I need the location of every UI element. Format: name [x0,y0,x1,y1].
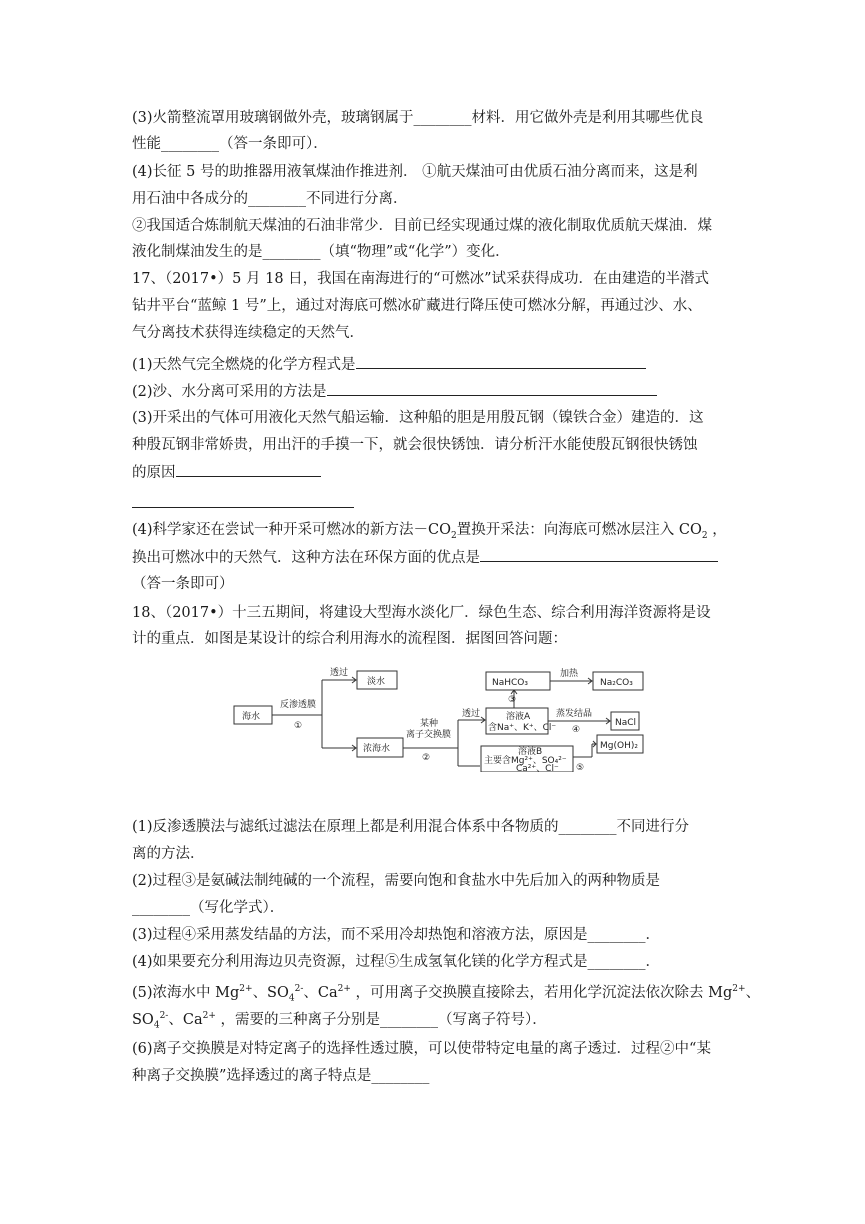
q17-header-line1: 17、（2017•）5 月 18 日，我国在南海进行的“可燃冰”试采获得成功．在由建造的半潜式 [132,271,709,287]
answer-blank[interactable]: ________ [248,191,306,207]
label-heat: 加热 [560,669,579,679]
q18-part5-line1: (5)浓海水中 $Mg^{2+}$、$SO_4^{2-}$、$Ca^{2+}$ ，可用离子交换膜直接除去，若用化学沉淀法依次除去 $Mg^{2+}$、 [132,984,761,1004]
q16-part3-line2: 性能________（答一条即可）． [132,136,328,152]
label-solution-a: 溶液A [506,712,531,722]
q16-part4-line2: 用石油中各成分的________不同进行分离． [132,191,408,207]
answer-line[interactable] [176,462,321,477]
q17-part4-line2: 换出可燃冰中的天然气．这种方法在环保方面的优点是 [132,547,742,568]
answer-blank[interactable]: ________ [587,927,646,943]
q18-part6-line1: (6)离子交换膜是对特定离子的选择性透过膜，可以使带特定电量的离子透过．过程②中“某 [132,1041,711,1057]
label-solution-b-ions2: Ca²⁺、Cl⁻ [516,764,559,772]
answer-blank[interactable]: ________ [161,136,219,152]
label-evaporation: 蒸发结晶 [556,709,593,719]
label-step5: ⑤ [576,763,585,772]
q17-part3-line2: 种殷瓦钢非常娇贵，用出汗的手摸一下，就会很快锈蚀．请分析汗水能使殷瓦钢很快锈蚀 [132,437,698,453]
q17-part4-line3: （答一条即可） [132,576,234,592]
q17-part3-line3: 的原因 [132,462,742,483]
answer-line[interactable] [356,354,646,369]
label-na2co3: Na₂CO₃ [600,678,633,688]
answer-blank[interactable]: ________ [379,1011,438,1028]
label-nacl: NaCl [615,718,637,728]
q18-part6-line2: 种离子交换膜”选择透过的离子特点是________ [132,1068,430,1084]
answer-line[interactable] [327,381,657,396]
label-ion-membrane1: 某种 [420,719,439,729]
label-solution-b: 溶液B [518,747,543,757]
q18-part1-line2: 离的方法． [132,846,205,862]
answer-blank[interactable]: ________ [587,954,646,970]
q18-part2-line1: (2)过程③是氨碱法制纯碱的一个流程，需要向饱和食盐水中先后加入的两种物质是 [132,873,661,889]
q17-header-line2: 钻井平台“蓝鲸 1 号”上，通过对海底可燃冰矿藏进行降压使可燃冰分解，再通过沙、水、 [132,298,702,314]
q17-part2: (2)沙、水分离可采用的方法是 [132,381,742,402]
q16-part3-line1: (3)火箭整流罩用玻璃钢做外壳，玻璃钢属于________材料．用它做外壳是利用其哪些优良 [132,110,704,126]
answer-blank[interactable]: ________ [132,900,190,916]
answer-blank[interactable]: ________ [262,244,321,260]
answer-blank[interactable]: ________ [558,819,617,835]
answer-line-extended[interactable] [132,507,354,508]
q17-part3-line1: (3)开采出的气体可用液化天然气船运输．这种船的胆是用殷瓦钢（镍铁合金）建造的．这 [132,410,704,426]
q18-part1-line1: (1)反渗透膜法与滤纸过滤法在原理上都是利用混合体系中各物质的________不同进行分 [132,819,690,835]
label-solution-a-ions: 含Na⁺、K⁺、Cl⁻ [488,723,557,733]
q16-part4-line3: ②我国适合炼制航天煤油的石油非常少．目前已经实现通过煤的液化制取优质航天煤油．煤 [132,218,712,234]
label-pass1: 透过 [330,668,349,678]
q18-part4: (4)如果要充分利用海边贝壳资源，过程⑤生成氢氧化镁的化学方程式是________． [132,954,661,970]
label-step2: ② [422,753,431,763]
label-step3: ③ [508,695,517,705]
label-freshwater: 淡水 [367,677,386,687]
label-step1: ① [294,721,303,731]
q18-header-line2: 计的重点．如图是某设计的综合利用海水的流程图．据图回答问题： [132,631,567,647]
label-seawater: 海水 [242,712,261,722]
answer-line[interactable] [480,547,718,562]
label-step4: ④ [572,725,581,735]
q16-part4-line1: (4)长征 5 号的助推器用液氧煤油作推进剂． ①航天煤油可由优质石油分离而来，这是利 [132,164,698,180]
q17-part1: (1)天然气完全燃烧的化学方程式是 [132,354,742,375]
label-mgoh2: Mg(OH)₂ [600,741,638,751]
label-reverse-osmosis: 反渗透膜 [280,700,317,710]
answer-blank[interactable]: ________ [371,1068,430,1084]
q18-part3: (3)过程④采用蒸发结晶的方法，而不采用冷却热饱和溶液方法，原因是________． [132,927,661,943]
answer-blank[interactable]: ________ [413,110,472,126]
q18-header-line1: 18、（2017•）十三五期间，将建设大型海水淡化厂．绿色生态、综合利用海洋资源将是设 [132,605,711,621]
label-concentrated-seawater: 浓海水 [363,744,391,754]
q18-part2-line2: ________（写化学式）． [132,900,285,916]
label-nahco3: NaHCO₃ [492,678,528,688]
q17-header-line3: 气分离技术获得连续稳定的天然气． [132,325,364,341]
q17-part4-line1: (4)科学家还在尝试一种开采可燃冰的新方法$-CO_2$置换开采法：向海底可燃冰层注入 $CO_2$ ， [132,522,727,541]
q18-part5-line2: $SO_4^{2-}$、$Ca^{2+}$ ，需要的三种离子分别是________（写离子符号）． [132,1011,547,1031]
label-solution-b-ions1: 主要含Mg²⁺、SO₄²⁻ [484,756,567,766]
label-ion-membrane2: 离子交换膜 [406,730,452,740]
q16-part4-line4: 液化制煤油发生的是________（填“物理”或“化学”）变化． [132,244,510,260]
seawater-flow-diagram [230,662,650,772]
label-pass2: 透过 [462,709,481,719]
